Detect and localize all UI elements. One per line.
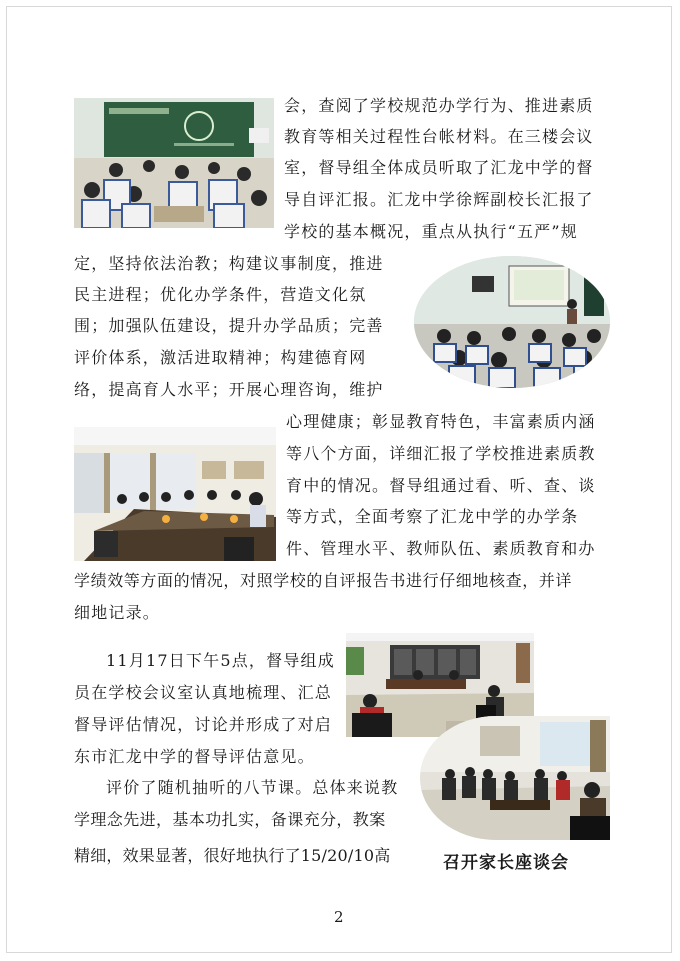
text-line: 育中的情况。督导组通过看、听、查、谈: [286, 476, 596, 495]
text-line: 络，提高育人水平；开展心理咨询，维护: [74, 380, 384, 399]
text-line: 细地记录。: [74, 603, 161, 622]
text-line: 件、管理水平、教师队伍、素质教育和办: [286, 539, 596, 558]
text-line: 围；加强队伍建设，提升办学品质；完善: [74, 316, 384, 335]
text-line: 定，坚持依法治教；构建议事制度，推进: [74, 254, 384, 273]
text-line: 精细，效果显著，很好地执行了15/20/10高: [74, 846, 391, 865]
text-line: 会，查阅了学校规范办学行为、推进素质: [284, 96, 594, 115]
classroom-lesson-photo: [74, 98, 274, 228]
text-line: 教育等相关过程性台帐材料。在三楼会议: [284, 127, 594, 146]
text-line: 民主进程；优化办学条件，营造文化氛: [74, 285, 367, 304]
meeting-room-photo: [74, 427, 276, 561]
text-line: 等八个方面，详细汇报了学校推进素质教: [286, 444, 596, 463]
text-line: 学校的基本概况，重点从执行“五严”规: [284, 222, 578, 241]
text-line: 督导评估情况，讨论并形成了对启: [74, 715, 333, 734]
text-line: 评价了随机抽听的八节课。总体来说教: [106, 778, 399, 797]
text-line: 11月17日下午5点，督导组成: [106, 651, 335, 670]
text-line: 学理念先进，基本功扎实，备课充分，教案: [74, 810, 386, 829]
page-number: 2: [334, 908, 344, 926]
lecture-hall-photo: [414, 256, 610, 388]
parent-forum-photo: [420, 716, 610, 840]
photo-caption: 召开家长座谈会: [443, 853, 569, 873]
text-line: 心理健康；彰显教育特色，丰富素质内涵: [286, 412, 596, 431]
text-line: 等方式，全面考察了汇龙中学的办学条: [286, 507, 579, 526]
text-line: 员在学校会议室认真地梳理、汇总: [74, 683, 333, 702]
text-line: 导自评汇报。汇龙中学徐辉副校长汇报了: [284, 190, 594, 209]
text-line: 评价体系，激活进取精神；构建德育网: [74, 348, 367, 367]
text-line: 学绩效等方面的情况，对照学校的自评报告书进行仔细地核查，并详: [74, 571, 573, 590]
text-line: 东市汇龙中学的督导评估意见。: [74, 747, 315, 766]
text-line: 室，督导组全体成员听取了汇龙中学的督: [284, 158, 594, 177]
